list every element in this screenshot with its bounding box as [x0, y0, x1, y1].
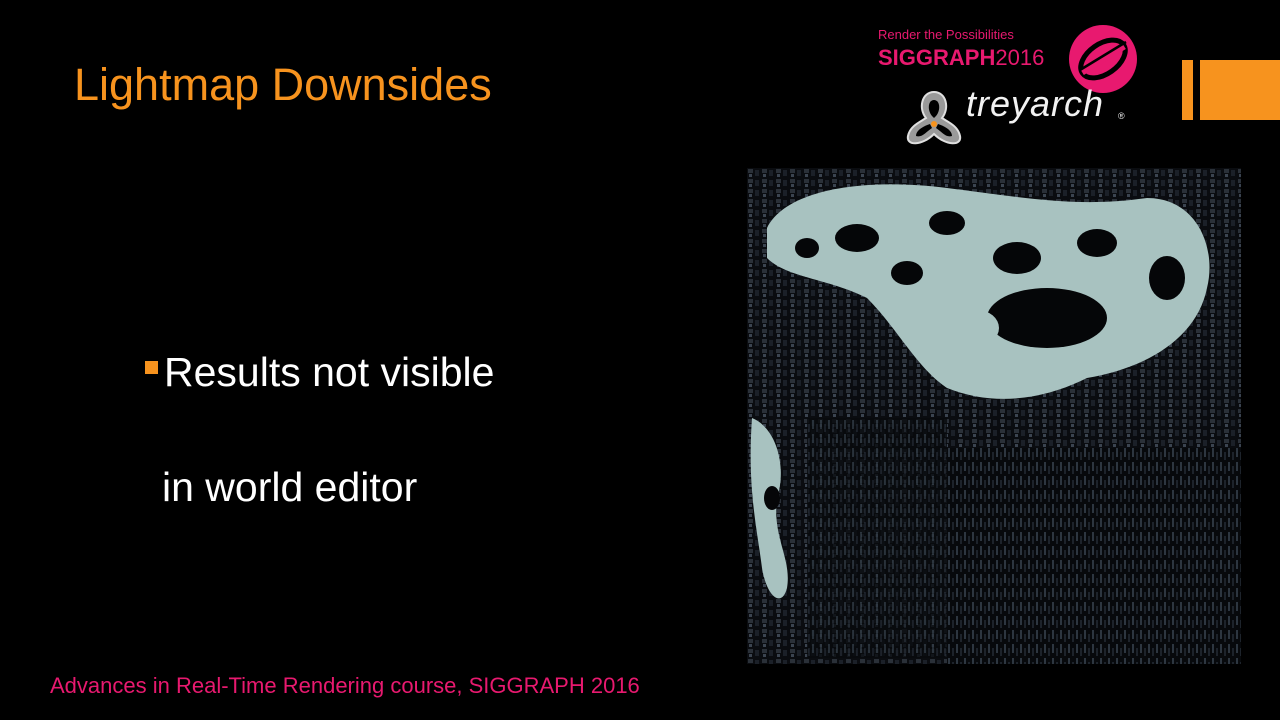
accent-bar-wide [1200, 60, 1280, 120]
lightmap-atlas-image [747, 168, 1241, 664]
accent-bar-thin [1182, 60, 1193, 120]
treyarch-wordmark: treyarch [966, 83, 1105, 124]
siggraph-tagline: Render the Possibilities [878, 27, 1014, 42]
registered-mark: ® [1118, 111, 1125, 121]
footer-caption: Advances in Real-Time Rendering course, SIGGRAPH 2016 [50, 673, 640, 698]
siggraph-name: SIGGRAPH [878, 45, 996, 70]
siggraph-wordmark [878, 47, 1044, 69]
slide-title: Lightmap Downsides [74, 59, 492, 110]
bullet-square-icon [145, 361, 158, 374]
bullet-text-line2: in world editor [162, 464, 418, 510]
siggraph-year: 2016 [995, 45, 1045, 70]
bullet-item [145, 349, 495, 395]
treyarch-logo-icon [902, 86, 966, 150]
bullet-text-line1: Results not visible [164, 349, 495, 395]
